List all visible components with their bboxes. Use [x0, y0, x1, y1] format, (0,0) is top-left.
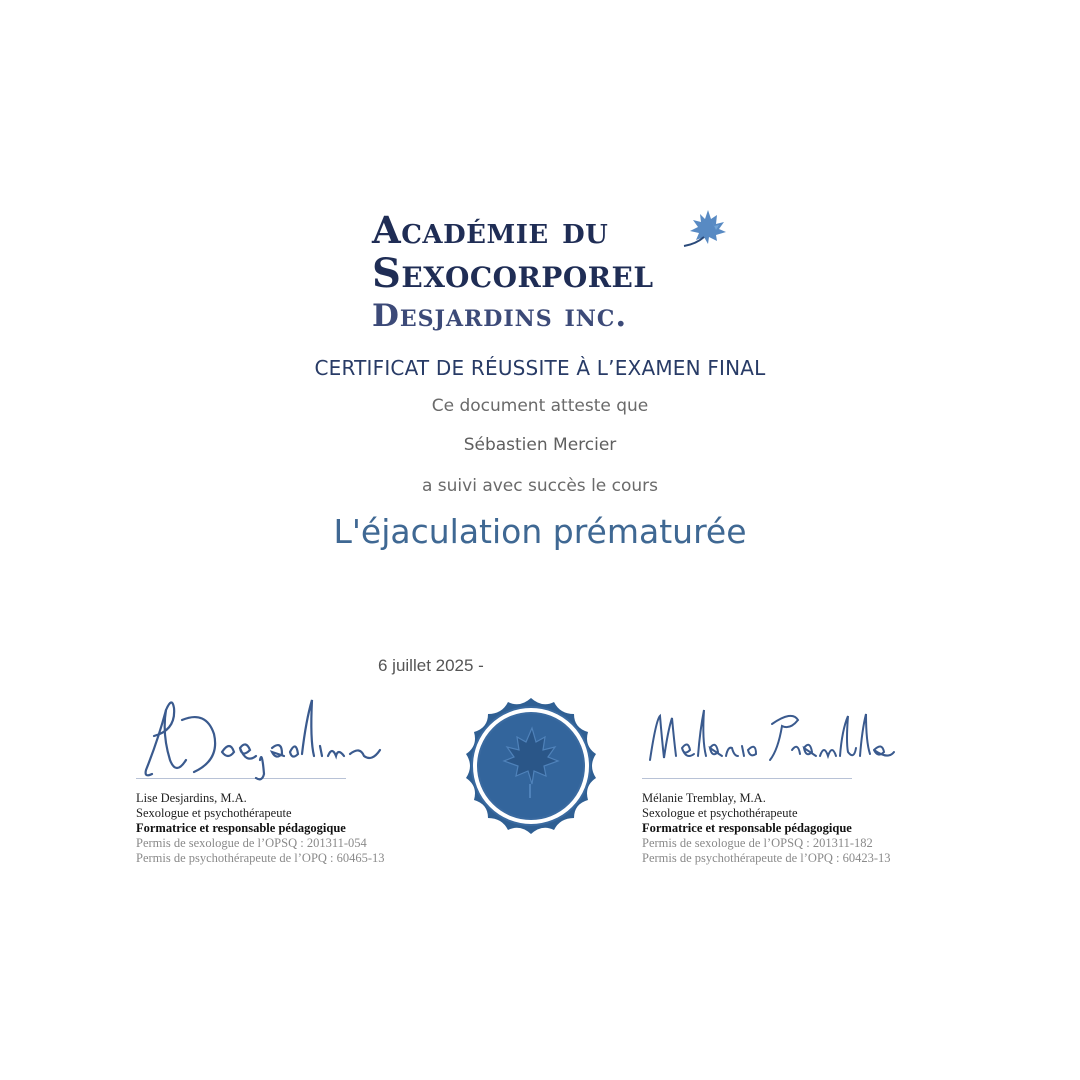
signature-line-right [642, 778, 852, 779]
academy-logo [372, 200, 752, 340]
logo-line-desjardins: Desjardins inc. [372, 298, 628, 334]
signatory-permit-opsq: Permis de sexologue de l’OPSQ : 201311-182 [642, 836, 873, 850]
signature-block-right [642, 690, 972, 866]
signatory-role: Sexologue et psychothérapeute [136, 806, 292, 820]
signature-block-left [136, 690, 466, 866]
signatory-role2: Formatrice et responsable pédagogique [136, 821, 346, 835]
signatory-name: Mélanie Tremblay, M.A. [642, 791, 766, 805]
signatory-permit-opq: Permis de psychothérapeute de l’OPQ : 60423-13 [642, 851, 891, 865]
student-name: Sébastien Mercier [463, 435, 617, 455]
certificate-title: CERTIFICAT DE RÉUSSITE À L’EXAMEN FINAL [314, 356, 766, 380]
maple-leaf-icon [678, 206, 734, 250]
signatory-role2: Formatrice et responsable pédagogique [642, 821, 852, 835]
logo-line-sexocorporel: Sexocorporel [372, 250, 654, 297]
maple-leaf-seal-icon [450, 694, 612, 856]
signature-desjardins [136, 690, 396, 788]
course-name: L'éjaculation prématurée [333, 512, 747, 551]
signature-line-left [136, 778, 346, 779]
signatory-permit-opsq: Permis de sexologue de l’OPSQ : 201311-054 [136, 836, 367, 850]
signatory-name: Lise Desjardins, M.A. [136, 791, 247, 805]
certificate-date: 6 juillet 2025 - [378, 656, 484, 675]
followed-text: a suivi avec succès le cours [421, 476, 659, 496]
signature-tremblay [642, 690, 902, 788]
signatory-role: Sexologue et psychothérapeute [642, 806, 798, 820]
attest-text: Ce document atteste que [431, 396, 649, 416]
signatory-permit-opq: Permis de psychothérapeute de l’OPQ : 60465-13 [136, 851, 385, 865]
logo-line-academie: Académie du [372, 208, 609, 252]
